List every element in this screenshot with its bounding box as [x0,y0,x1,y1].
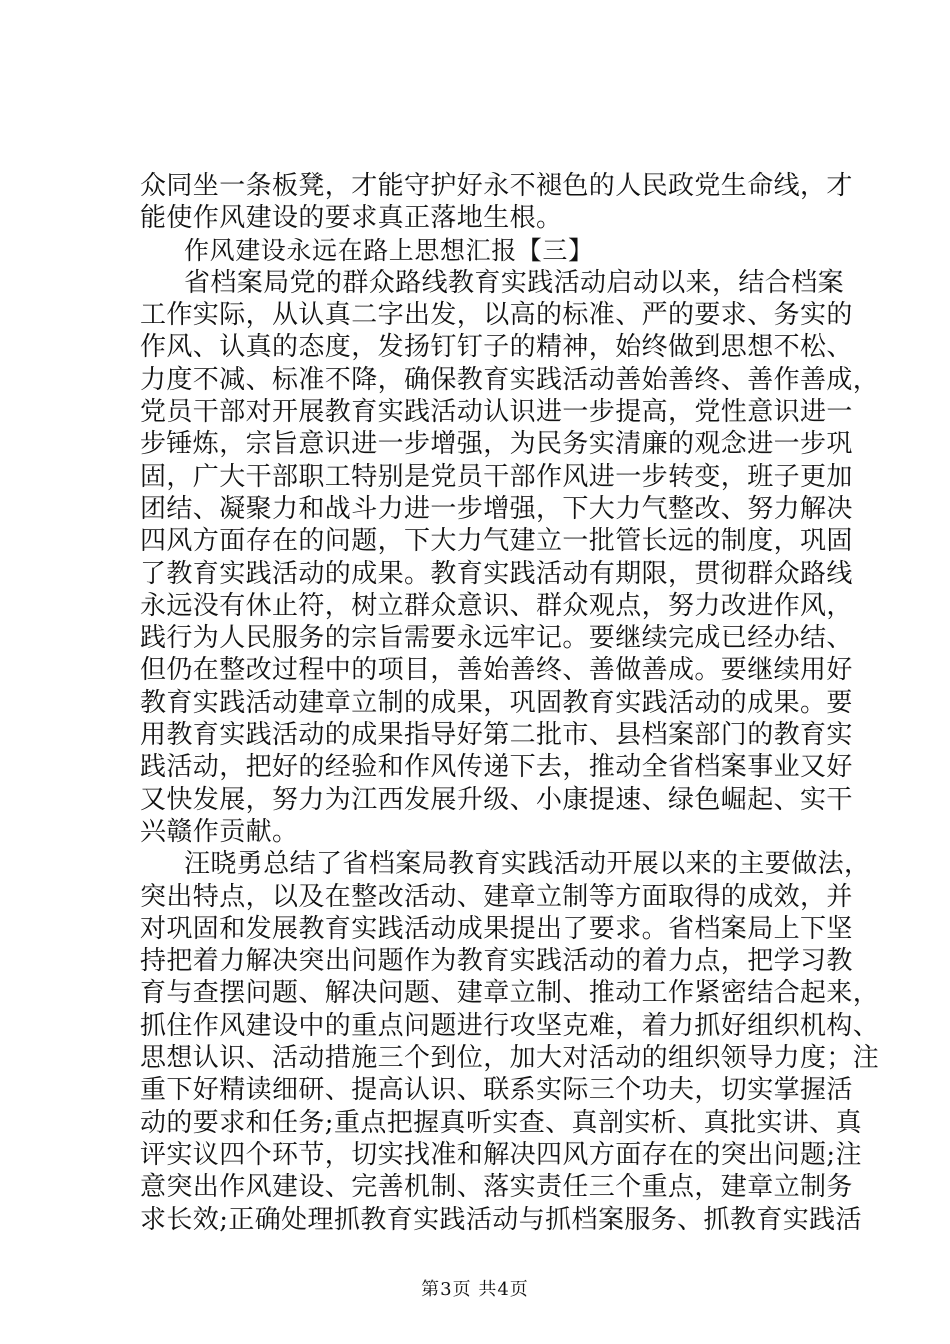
text-line: 评实议四个环节，切实找准和解决四风方面存在的突出问题;注 [140,1139,862,1170]
text-line: 思想认识、活动措施三个到位，加大对活动的组织领导力度；注 [140,1043,880,1074]
text-line: 意突出作风建设、完善机制、落实责任三个重点，建章立制务 [140,1172,853,1203]
text-line: 又快发展，努力为江西发展升级、小康提速、绿色崛起、实干 [140,784,853,815]
text-line: 工作实际，从认真二字出发，以高的标准、严的要求、务实的 [140,300,853,331]
text-line: 用教育实践活动的成果指导好第二批市、县档案部门的教育实 [140,720,853,751]
text-line: 四风方面存在的问题，下大力气建立一批管长远的制度，巩固 [140,526,853,557]
text-line: 兴赣作贡献。 [140,816,299,847]
text-line: 突出特点，以及在整改活动、建章立制等方面取得的成效，并 [140,881,853,912]
text-line: 作风、认真的态度，发扬钉钉子的精神，始终做到思想不松、 [140,332,853,363]
text-line: 省档案局党的群众路线教育实践活动启动以来，结合档案 [184,267,845,298]
section-heading: 作风建设永远在路上思想汇报【三】 [184,235,594,265]
text-line: 众同坐一条板凳，才能守护好永不褪色的人民政党生命线，才 [140,171,853,201]
text-line: 求长效;正确处理抓教育实践活动与抓档案服务、抓教育实践活 [140,1204,862,1235]
text-line: 固，广大干部职工特别是党员干部作风进一步转变，班子更加 [140,461,853,492]
text-line: 能使作风建设的要求真正落地生根。 [140,203,563,234]
text-line: 但仍在整改过程中的项目，善始善终、善做善成。要继续用好 [140,655,853,686]
text-line: 践活动，把好的经验和作风传递下去，推动全省档案事业又好 [140,752,853,783]
text-line: 持把着力解决突出问题作为教育实践活动的着力点，把学习教 [140,946,853,977]
text-line: 了教育实践活动的成果。教育实践活动有期限，贯彻群众路线 [140,558,853,589]
text-line: 动的要求和任务;重点把握真听实查、真剖实析、真批实讲、真 [140,1107,862,1138]
text-line: 汪晓勇总结了省档案局教育实践活动开展以来的主要做法， [184,849,871,880]
text-line: 教育实践活动建章立制的成果，巩固教育实践活动的成果。要 [140,687,853,718]
text-line: 育与查摆问题、解决问题、建章立制、推动工作紧密结合起来， [140,978,880,1009]
text-line: 践行为人民服务的宗旨需要永远牢记。要继续完成已经办结、 [140,623,853,654]
text-line: 步锤炼，宗旨意识进一步增强，为民务实清廉的观念进一步巩 [140,429,853,460]
text-line: 对巩固和发展教育实践活动成果提出了要求。省档案局上下坚 [140,913,853,944]
text-line: 重下好精读细研、提高认识、联系实际三个功夫，切实掌握活 [140,1075,853,1106]
page-footer: 第3页 共4页 [421,1279,529,1300]
text-line: 抓住作风建设中的重点问题进行攻坚克难，着力抓好组织机构、 [140,1010,880,1041]
text-line: 党员干部对开展教育实践活动认识进一步提高，党性意识进一 [140,397,853,428]
text-line: 团结、凝聚力和战斗力进一步增强，下大力气整改、努力解决 [140,493,853,524]
text-line: 永远没有休止符，树立群众意识、群众观点，努力改进作风， [140,590,853,621]
text-line: 力度不减、标准不降，确保教育实践活动善始善终、善作善成， [140,364,880,395]
document-body [140,170,880,1236]
